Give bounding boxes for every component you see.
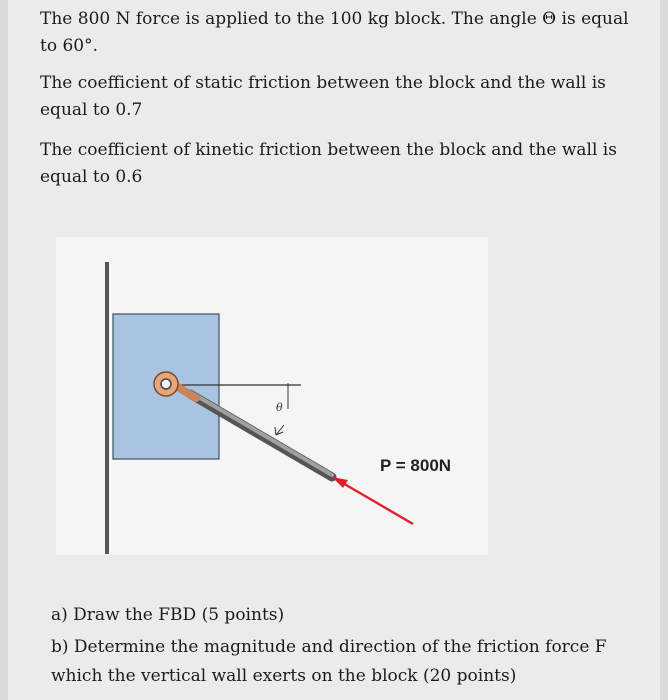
force-label: P = 800N [380,456,452,475]
question-b: b) Determine the magnitude and direction of the friction force F which the vertical wall exerts on the block (20 points) [51,637,607,686]
angle-arrow [275,425,284,435]
force-arrow-line [341,482,413,524]
question-a: a) Draw the FBD (5 points) [51,605,285,625]
problem-figure [56,237,488,555]
problem-page [8,0,660,700]
static-friction-paragraph: The coefficient of static friction between the block and the wall is equal to 0.7 [40,73,606,120]
angle-label: θ [276,401,283,414]
intro-paragraph: The 800 N force is applied to the 100 kg block. The angle Θ is equal to 60°. [40,9,629,56]
figure-drawing [56,237,488,555]
kinetic-friction-paragraph: The coefficient of kinetic friction between the block and the wall is equal to 0.6 [40,140,617,187]
wall [105,262,109,554]
force-arrowhead [332,477,348,488]
eye-hole [161,379,171,389]
